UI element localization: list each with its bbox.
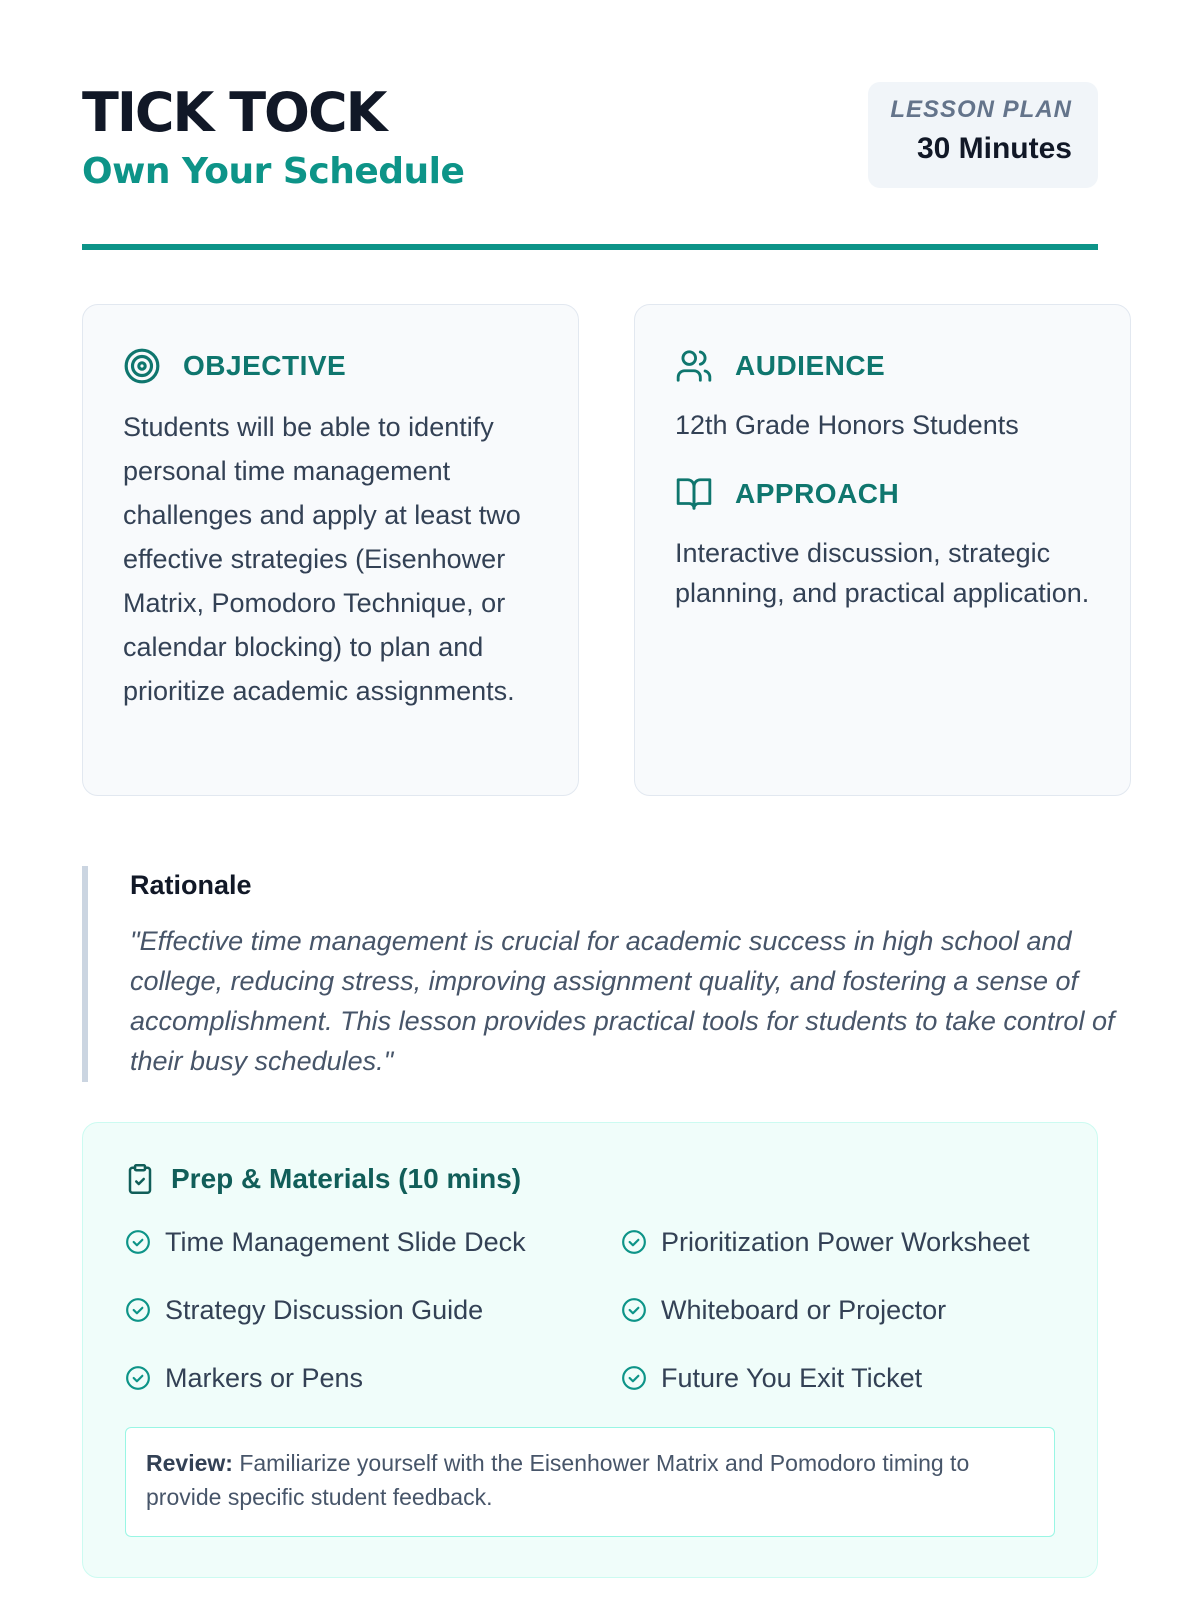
audience-header: [675, 345, 1090, 387]
materials-list: [125, 1221, 1055, 1399]
objective-text: Students will be able to identify personal time management challenges and apply at least two effective strategies (Eisenhower Matrix, Pomodoro Technique, or calendar blocking) to plan and prioritize academic assignments.: [123, 412, 521, 706]
check-circle-icon: [621, 1365, 647, 1391]
material-label: Markers or Pens: [165, 1362, 364, 1393]
list-item: [621, 1221, 1071, 1263]
page-subtitle: Own Your Schedule: [82, 151, 465, 192]
rationale-quote: "Effective time management is crucial for academic success in high school and college, reducing stress, improving assignment quality, and fostering a sense of accomplishment. This lesson provides practical tools for students to take control of their busy schedules.": [130, 926, 1115, 1076]
material-label: Time Management Slide Deck: [165, 1226, 526, 1257]
objective-title: OBJECTIVE: [183, 350, 347, 381]
material-label: Prioritization Power Worksheet: [661, 1226, 1030, 1257]
book-open-icon: [675, 475, 713, 513]
page-title: TICK TOCK: [82, 81, 386, 144]
check-circle-icon: [125, 1297, 151, 1323]
users-icon: [675, 347, 713, 385]
review-note: [125, 1427, 1055, 1537]
approach-title: APPROACH: [735, 478, 900, 509]
material-label: Future You Exit Ticket: [661, 1362, 923, 1393]
material-label: Strategy Discussion Guide: [165, 1294, 484, 1325]
review-text: Familiarize yourself with the Eisenhower Matrix and Pomodoro timing to provide specific student feedback.: [146, 1450, 970, 1510]
badge-duration: 30 Minutes: [916, 132, 1072, 165]
approach-text: Interactive discussion, strategic planning, and practical application.: [675, 538, 1090, 608]
rationale-title: Rationale: [130, 870, 252, 900]
target-icon: [123, 347, 161, 385]
approach-header: [675, 473, 1090, 515]
list-item: [125, 1289, 621, 1331]
badge-label: LESSON PLAN: [890, 96, 1072, 123]
audience-approach-card: [634, 304, 1131, 796]
review-label: Review:: [146, 1450, 233, 1476]
header: [82, 80, 1098, 250]
lesson-plan-badge: [868, 82, 1098, 188]
check-circle-icon: [621, 1297, 647, 1323]
prep-title: Prep & Materials (10 mins): [171, 1163, 522, 1194]
check-circle-icon: [125, 1365, 151, 1391]
list-item: [621, 1289, 1071, 1331]
audience-title: AUDIENCE: [735, 350, 886, 381]
clipboard-check-icon: [125, 1162, 155, 1196]
list-item: [125, 1357, 621, 1399]
material-label: Whiteboard or Projector: [661, 1294, 947, 1325]
prep-materials-panel: [82, 1122, 1098, 1578]
objective-header: [123, 345, 538, 387]
list-item: [621, 1357, 1071, 1399]
prep-header: [125, 1159, 1055, 1199]
check-circle-icon: [125, 1229, 151, 1255]
list-item: [125, 1221, 621, 1263]
rationale-block: [82, 866, 1128, 1082]
check-circle-icon: [621, 1229, 647, 1255]
header-divider: [82, 244, 1098, 250]
audience-text: 12th Grade Honors Students: [675, 410, 1019, 440]
objective-card: [82, 304, 579, 796]
